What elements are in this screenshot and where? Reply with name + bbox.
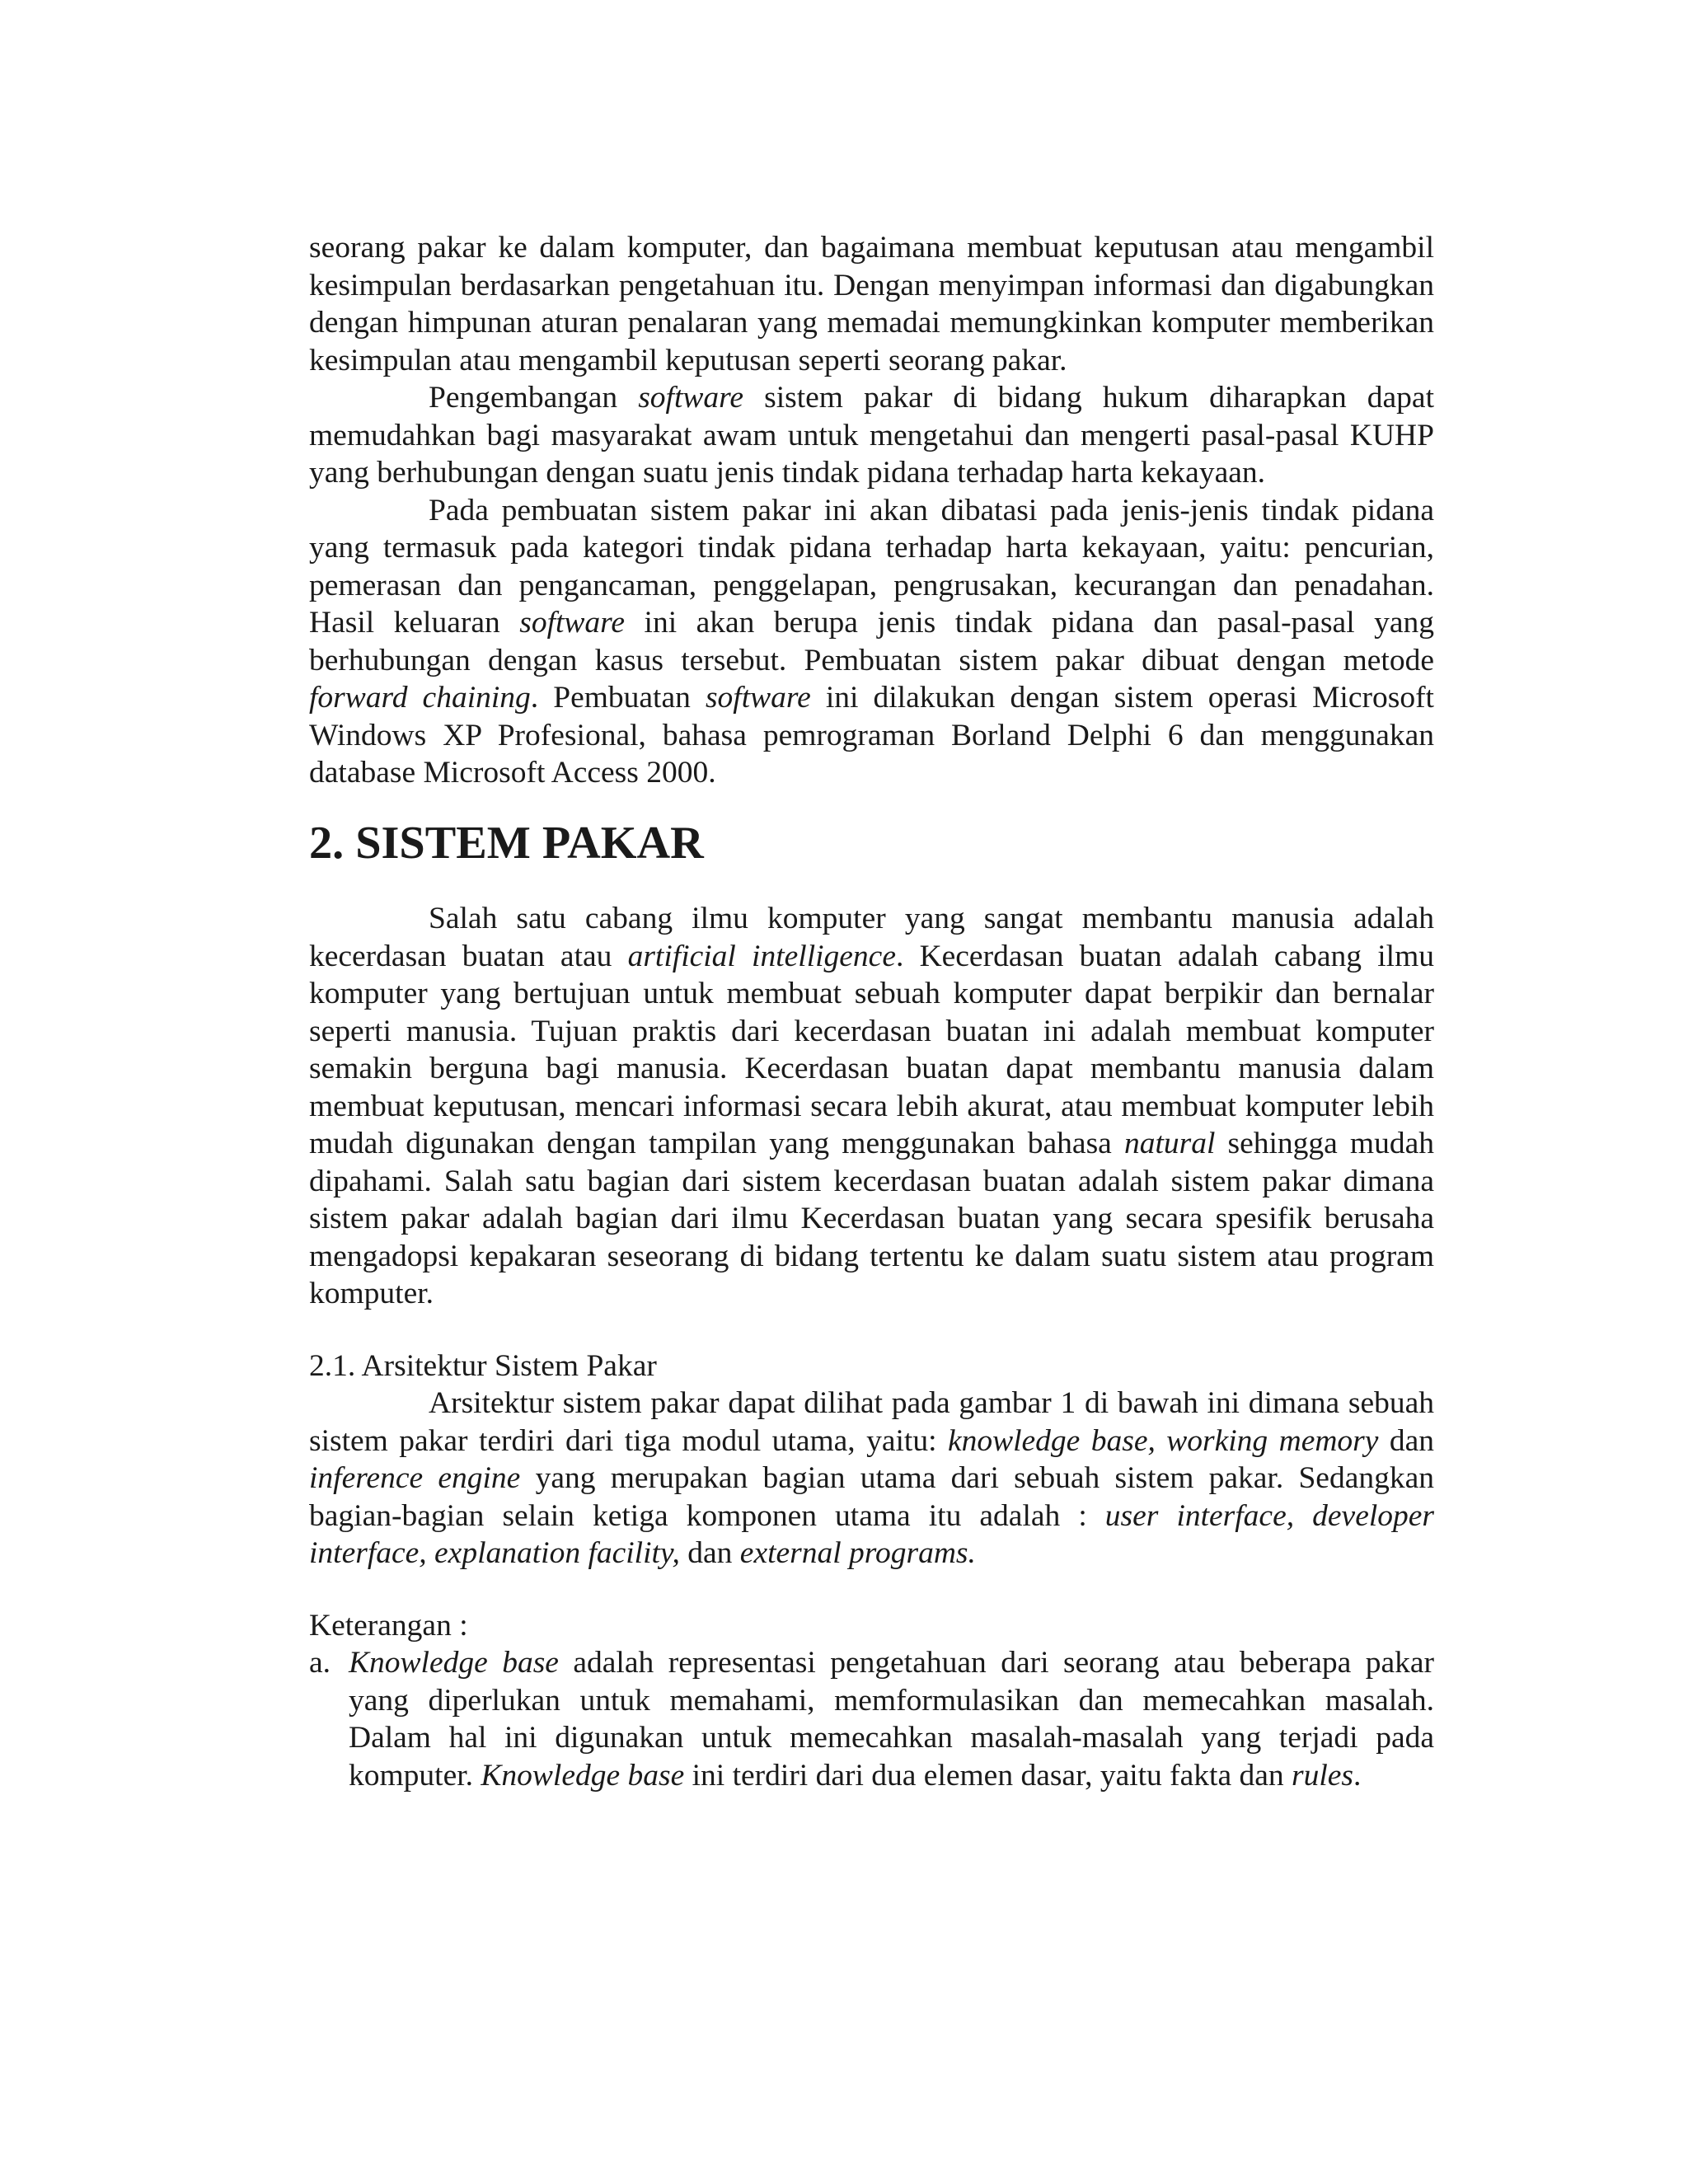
document-page (309, 229, 1434, 1794)
text-run: . (1353, 1758, 1362, 1793)
list-marker: a. (309, 1646, 331, 1680)
text-run: Salah satu cabang ilmu komputer yang sangat membantu manusia adalah kecerdasan buatan atau (309, 902, 1434, 973)
italic-term: forward chaining (309, 681, 531, 715)
italic-term: external programs. (739, 1536, 976, 1570)
italic-term: rules (1292, 1758, 1354, 1793)
italic-term: knowledge base, working memory (947, 1423, 1379, 1458)
text-run: ini dilakukan dengan sistem operasi Microsoft Windows XP Profesional, bahasa pemrograman Borland Delphi 6 dan menggunakan database Microsoft Access 2000. (309, 681, 1434, 790)
spacer (309, 1572, 1434, 1607)
intro-paragraph-software-development (309, 379, 1434, 492)
text-run: sistem pakar di bidang hukum diharapkan dapat memudahkan bagi masyarakat awam untuk mengetahui dan mengerti pasal-pasal KUHP yang berhubungan dengan suatu jenis tindak pidana terhadap harta kekayaan. (309, 381, 1434, 490)
italic-term: software (638, 381, 743, 415)
italic-term: user interface, developer interface, explanation facility, (309, 1498, 1434, 1570)
text-run: Arsitektur sistem pakar dapat dilihat pada gambar 1 di bawah ini dimana sebuah sistem pakar terdiri dari tiga modul utama, yaitu: (309, 1386, 1434, 1458)
section-heading-sistem-pakar: 2. SISTEM PAKAR (309, 817, 704, 869)
text-run: dan (679, 1536, 740, 1570)
list-item-body (349, 1644, 1434, 1794)
text-run: dan (1378, 1423, 1434, 1458)
subsection-heading-arsitektur: 2.1. Arsitektur Sistem Pakar (309, 1348, 657, 1383)
text-run: ini akan berupa jenis tindak pidana dan pasal-pasal yang berhubungan dengan kasus tersebut. Pembuatan sistem pakar dibuat dengan metode (309, 606, 1434, 677)
italic-term: inference engine (309, 1461, 521, 1495)
list-item (309, 1644, 1434, 1794)
keterangan-label: Keterangan : (309, 1608, 468, 1643)
subsection-paragraph-arsitektur (309, 1385, 1434, 1572)
text-run: Pada pembuatan sistem pakar ini akan dibatasi pada jenis-jenis tindak pidana yang termasuk pada kategori tindak pidana terhadap harta kekayaan, yaitu: pencurian, pemerasan dan pengancaman, penggelapan, pengrusakan, kecurangan dan penadahan. Hasil keluaran (309, 493, 1434, 640)
italic-term: Knowledge base (349, 1646, 559, 1680)
intro-paragraph-scope (309, 492, 1434, 792)
italic-term: software (519, 606, 626, 640)
section-paragraph-ai (309, 900, 1434, 1313)
italic-term: software (705, 681, 811, 715)
text-run: Pengembangan (429, 381, 639, 415)
text-run: yang merupakan bagian utama dari sebuah sistem pakar. Sedangkan bagian-bagian selain ketiga komponen utama itu adalah : (309, 1461, 1434, 1533)
text-run: . Pembuatan (530, 681, 706, 715)
italic-term: natural (1123, 1127, 1216, 1160)
italic-term: artificial intelligence (627, 939, 896, 973)
text-run: sehingga mudah dipahami. Salah satu bagian dari sistem kecerdasan buatan adalah sistem pakar dimana sistem pakar adalah bagian dari ilmu Kecerdasan buatan yang secara spesifik berusaha mengadopsi kepakaran seseorang di bidang tertentu ke dalam suatu sistem atau program komputer. (309, 1127, 1434, 1310)
italic-term: Knowledge base (481, 1758, 685, 1793)
text-run: ini terdiri dari dua elemen dasar, yaitu fakta dan (684, 1758, 1292, 1793)
text-run: seorang pakar ke dalam komputer, dan bagaimana membuat keputusan atau mengambil kesimpulan berdasarkan pengetahuan itu. Dengan menyimpan informasi dan digabungkan dengan himpunan aturan penalaran yang memadai memungkinkan komputer memberikan kesimpulan atau mengambil keputusan seperti seorang pakar. (309, 231, 1434, 377)
intro-paragraph-continued (309, 229, 1434, 379)
spacer (309, 1313, 1434, 1347)
text-run: adalah representasi pengetahuan dari seorang atau beberapa pakar yang diperlukan untuk memahami, memformulasikan dan memecahkan masalah. Dalam hal ini digunakan untuk memecahkan masalah-masalah yang terjadi pada komputer. (349, 1646, 1434, 1793)
keterangan-list (309, 1644, 1434, 1794)
text-run: . Kecerdasan buatan adalah cabang ilmu komputer yang bertujuan untuk membuat sebuah komputer dapat berpikir dan bernalar seperti manusia. Tujuan praktis dari kecerdasan buatan ini adalah membuat komputer semakin berguna bagi manusia. Kecerdasan buatan dapat membantu manusia dalam membuat keputusan, mencari informasi secara lebih akurat, atau membuat komputer lebih mudah digunakan dengan tampilan yang menggunakan bahasa (309, 939, 1435, 1160)
